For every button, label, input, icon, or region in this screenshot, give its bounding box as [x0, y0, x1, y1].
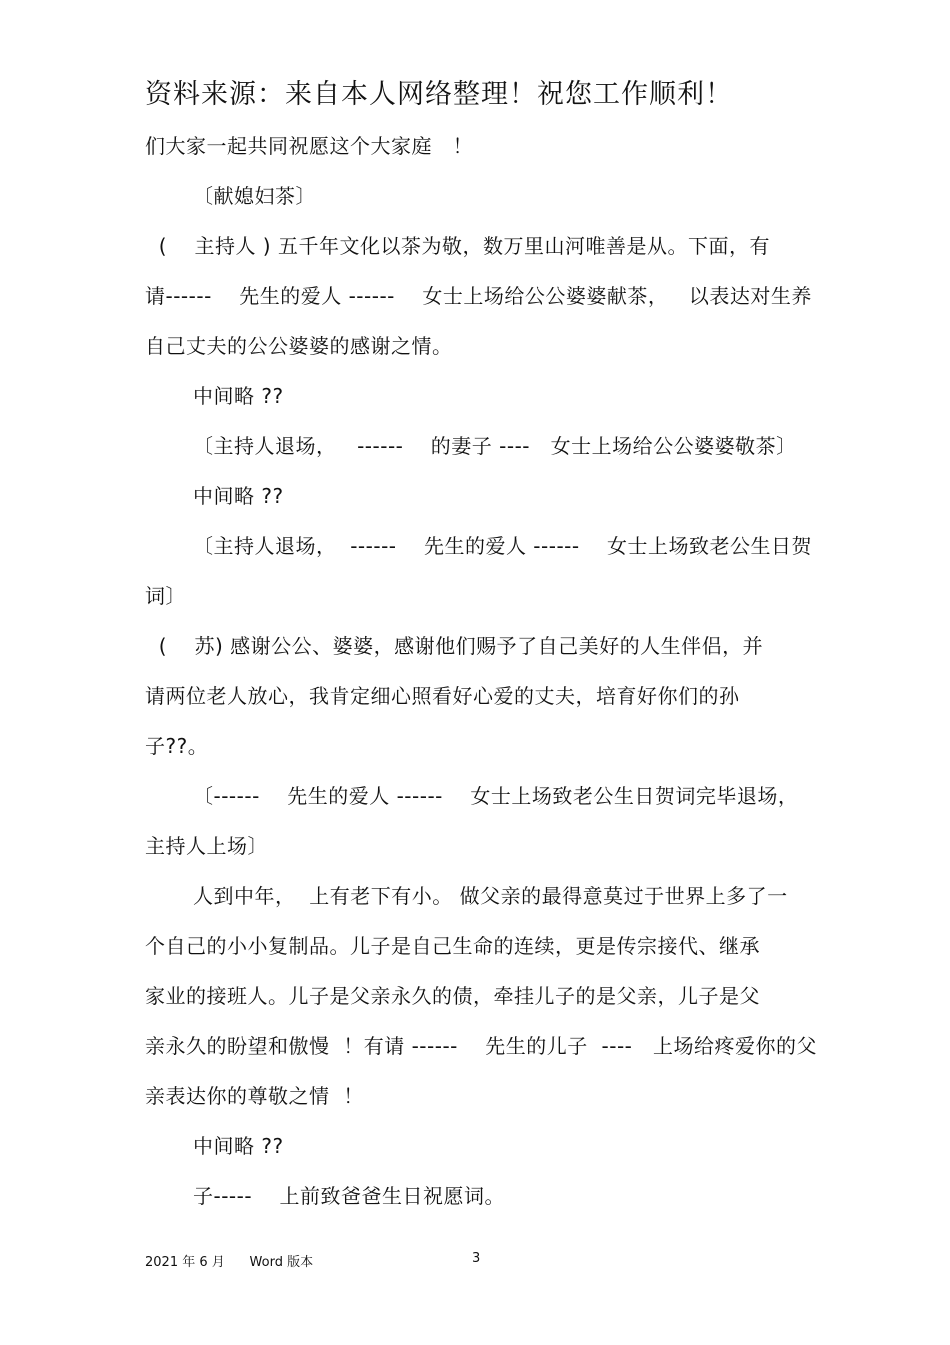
body-line: 人到中年， 上有老下有小。 做父亲的最得意莫过于世界上多了一 — [145, 884, 788, 908]
body-line: 自己丈夫的公公婆婆的感谢之情。 — [145, 334, 453, 358]
body-line: 中间略 ?? — [145, 484, 284, 508]
body-line: 们大家一起共同祝愿这个大家庭 ！ — [145, 134, 474, 158]
body-line: 请------ 先生的爱人 ------ 女士上场给公公婆婆献茶， 以表达对生养 — [145, 284, 812, 308]
body-line: 词〕 — [145, 584, 186, 608]
body-line: 子??。 — [145, 734, 209, 758]
page-header: 资料来源：来自本人网络整理！祝您工作顺利！ — [145, 79, 733, 110]
body-line: 个自己的小小复制品。儿子是自己生命的连续，更是传宗接代、继承 — [145, 934, 760, 958]
section-heading: 〔献媳妇茶〕 — [145, 184, 317, 208]
body-line: 请两位老人放心，我肯定细心照看好心爱的丈夫，培育好你们的孙 — [145, 684, 740, 708]
body-line: ( 苏) 感谢公公、婆婆，感谢他们赐予了自己美好的人生伴侣，并 — [145, 634, 764, 658]
footer-page-number: 3 — [472, 1251, 481, 1266]
body-line: 亲表达你的尊敬之情 ！ — [145, 1084, 364, 1108]
body-line: 亲永久的盼望和傲慢 ！有请 ------ 先生的儿子 ---- 上场给疼爱你的父 — [145, 1034, 817, 1058]
body-line: 子----- 上前致爸爸生日祝愿词。 — [145, 1184, 506, 1208]
body-line: 〔------ 先生的爱人 ------ 女士上场致老公生日贺词完毕退场， — [145, 784, 799, 808]
footer-date-version: 2021 年 6 月 Word 版本 — [145, 1255, 314, 1270]
body-line: 中间略 ?? — [145, 1134, 284, 1158]
body-line: 中间略 ?? — [145, 384, 284, 408]
body-line: 主持人上场〕 — [145, 834, 268, 858]
body-line: 〔主持人退场， ------ 先生的爱人 ------ 女士上场致老公生日贺 — [145, 534, 813, 558]
body-line: 家业的接班人。儿子是父亲永久的债，牵挂儿子的是父亲，儿子是父 — [145, 984, 760, 1008]
body-line: ( 主持人 ) 五千年文化以茶为敬，数万里山河唯善是从。下面，有 — [145, 234, 770, 258]
body-line: 〔主持人退场， ------ 的妻子 ---- 女士上场给公公婆婆敬茶〕 — [145, 434, 797, 458]
